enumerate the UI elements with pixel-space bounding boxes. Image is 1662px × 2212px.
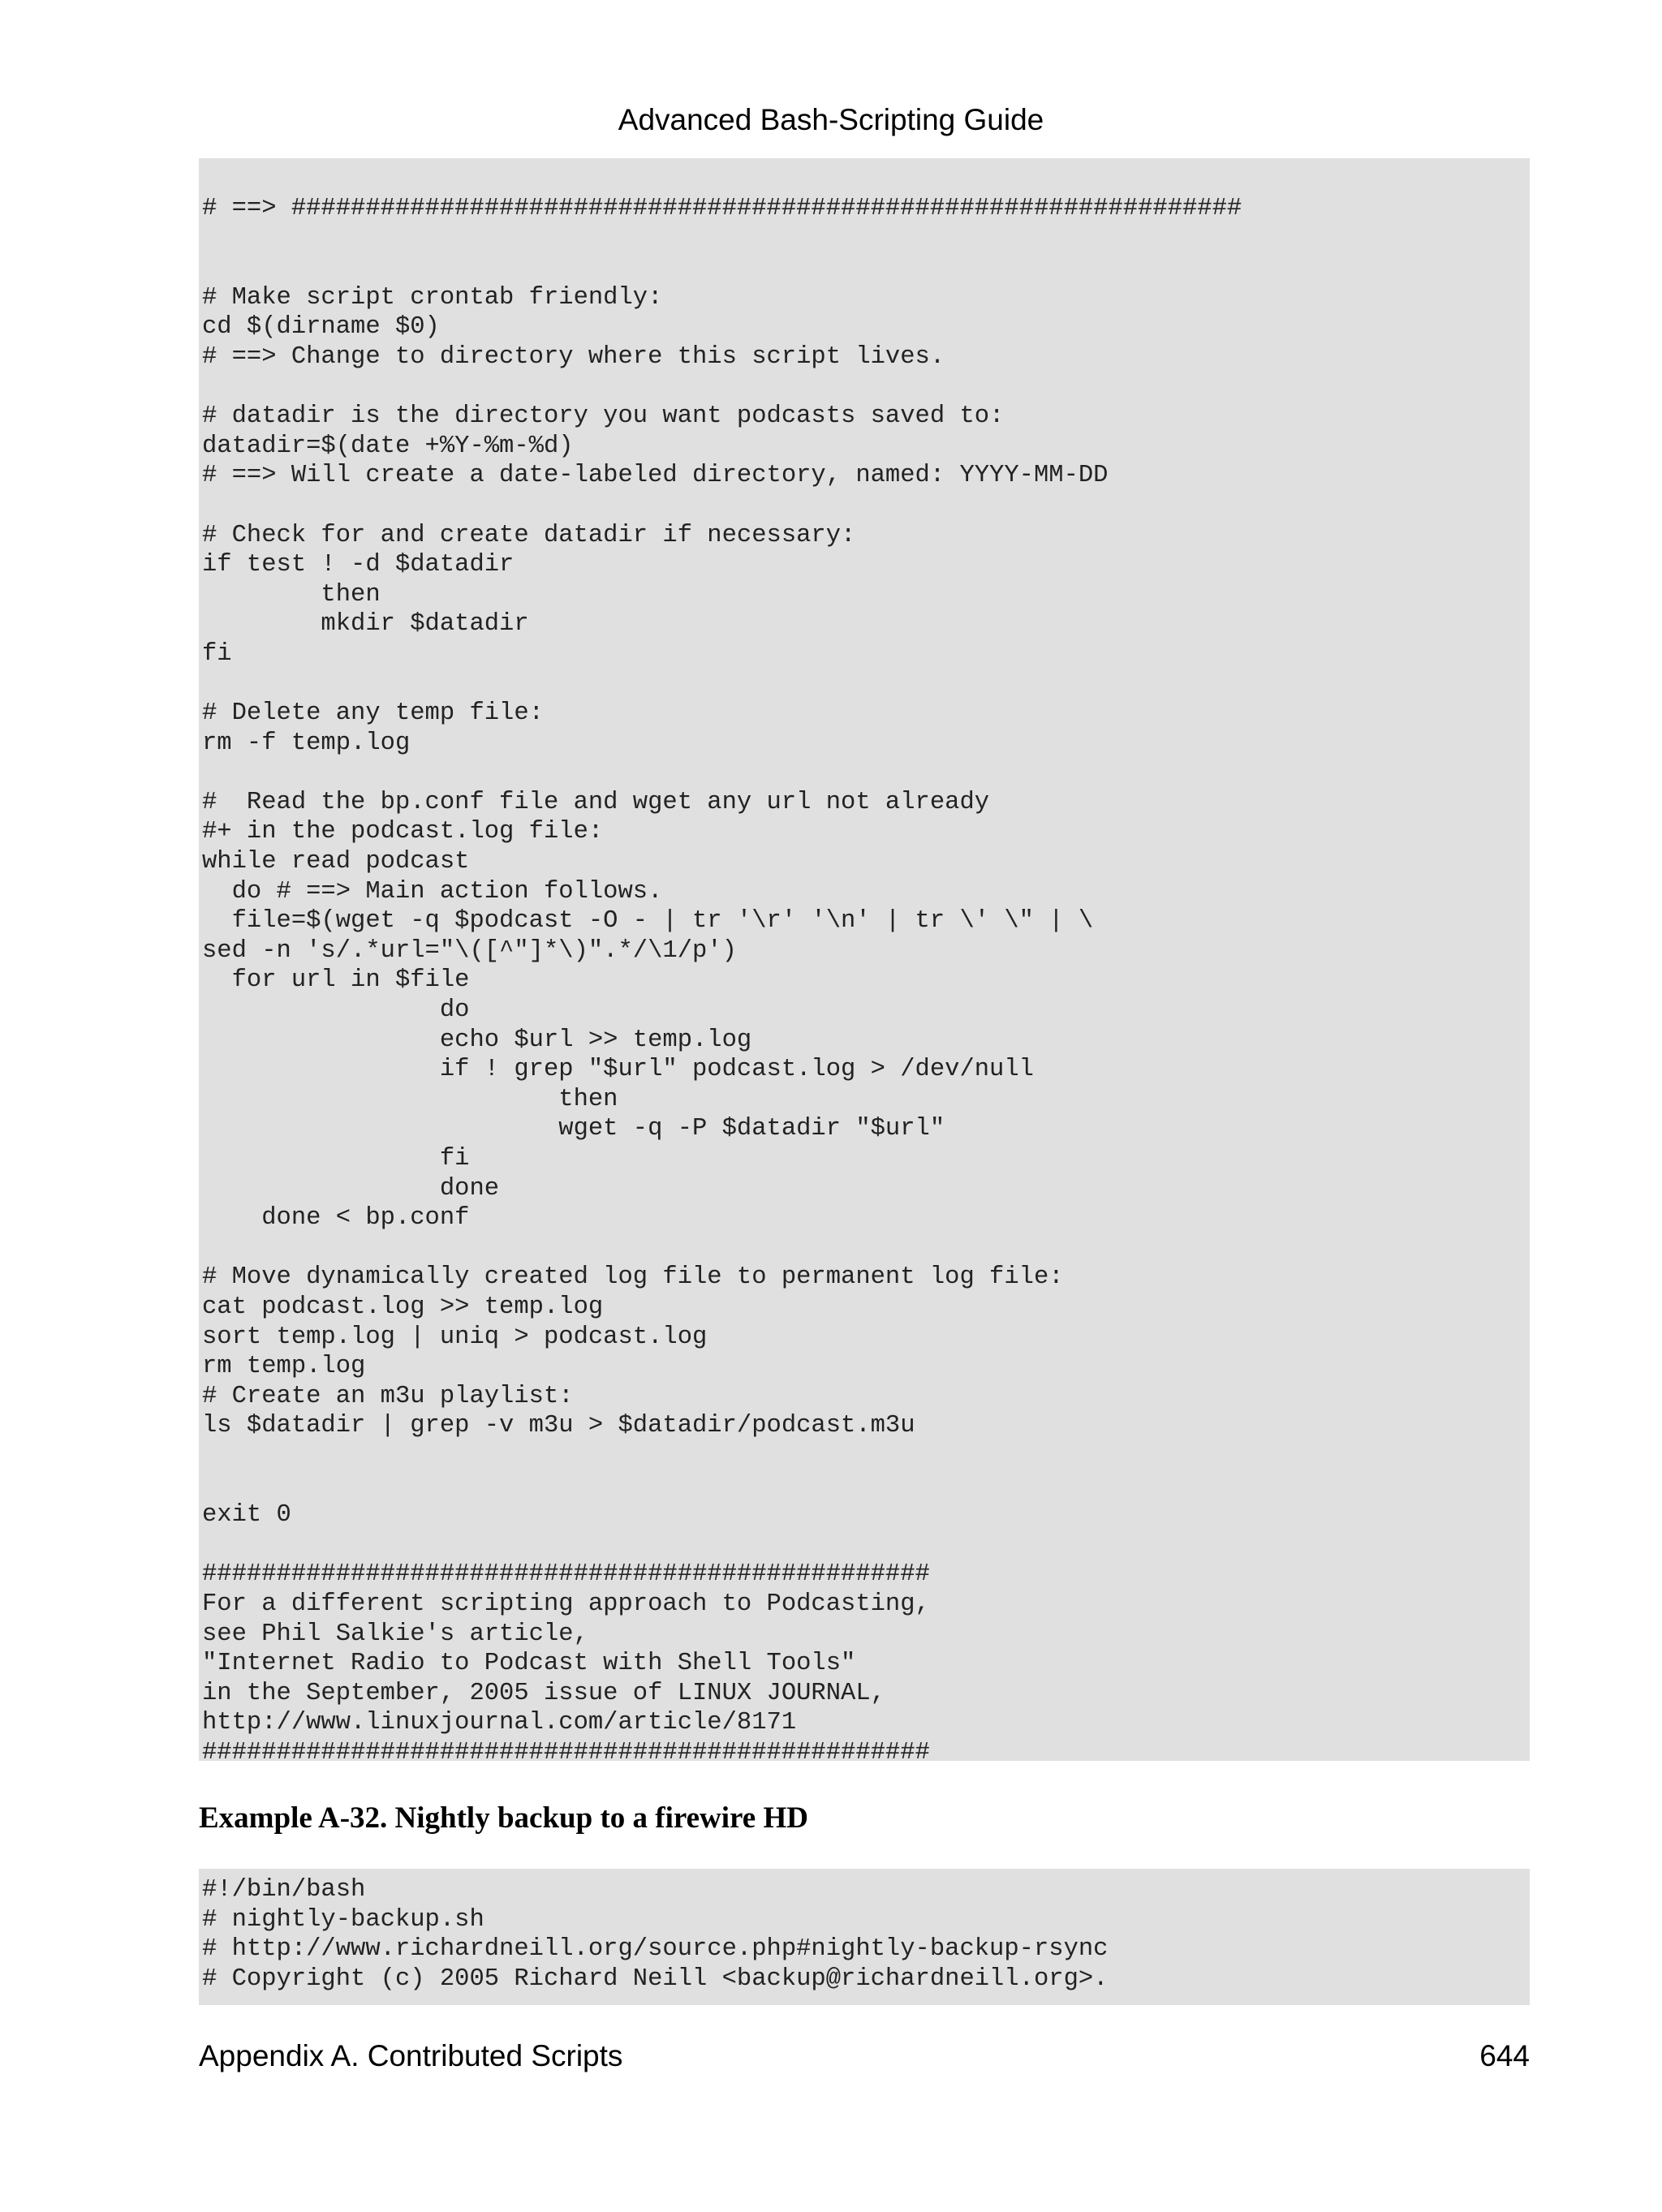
code-listing-nightly-backup	[199, 1869, 1530, 2005]
code-text: # ==> ################################################################ # Make script crontab friendly: cd $(dirname $0) # ==> Change to directory where this script lives. # datadir is the directory you want podcasts saved to: datadir=$(date +%Y-%m-%d) # ==> Will create a date-labeled directory, named: YYYY-MM-DD # Check for and create datadir if necessary: if test ! -d $datadir then mkdir $datadir fi # Delete any temp file: rm -f temp.log # Read the bp.conf file and wget any url not already #+ in the podcast.log file: while read podcast do # ==> Main action follows. file=$(wget -q $podcast -O - | tr '\r' '\n' | tr \' \" | \ sed -n 's/.*url="\([^"]*\)".*/\1/p') for url in $file do echo $url >> temp.log if ! grep "$url" podcast.log > /dev/null then wget -q -P $datadir "$url" fi done done < bp.conf # Move dynamically created log file to permanent log file: cat podcast.log >> temp.log sort temp.log | uniq > podcast.log rm temp.log # Create an m3u playlist: ls $datadir | grep -v m3u > $datadir/podcast.m3u exit 0 ################################################# For a different scripting approach to Podcasting, see Phil Salkie's article, "Internet Radio to Podcast with Shell Tools" in the September, 2005 issue of LINUX JOURNAL, http://www.linuxjournal.com/article/8171 #################################################	[202, 195, 1242, 1767]
code-text: #!/bin/bash # nightly-backup.sh # http://www.richardneill.org/source.php#nightly-backup-rsync # Copyright (c) 2005 Richard Neill <backup@richardneill.org>.	[202, 1876, 1109, 1993]
page-number: 644	[1479, 2039, 1530, 2072]
example-title: Example A-32. Nightly backup to a firewire HD	[199, 1801, 808, 1835]
page-footer	[199, 2033, 1530, 2079]
footer-section-title: Appendix A. Contributed Scripts	[199, 2039, 623, 2072]
code-listing-podcast	[199, 158, 1530, 1767]
page-header: Advanced Bash-Scripting Guide	[618, 103, 1044, 136]
